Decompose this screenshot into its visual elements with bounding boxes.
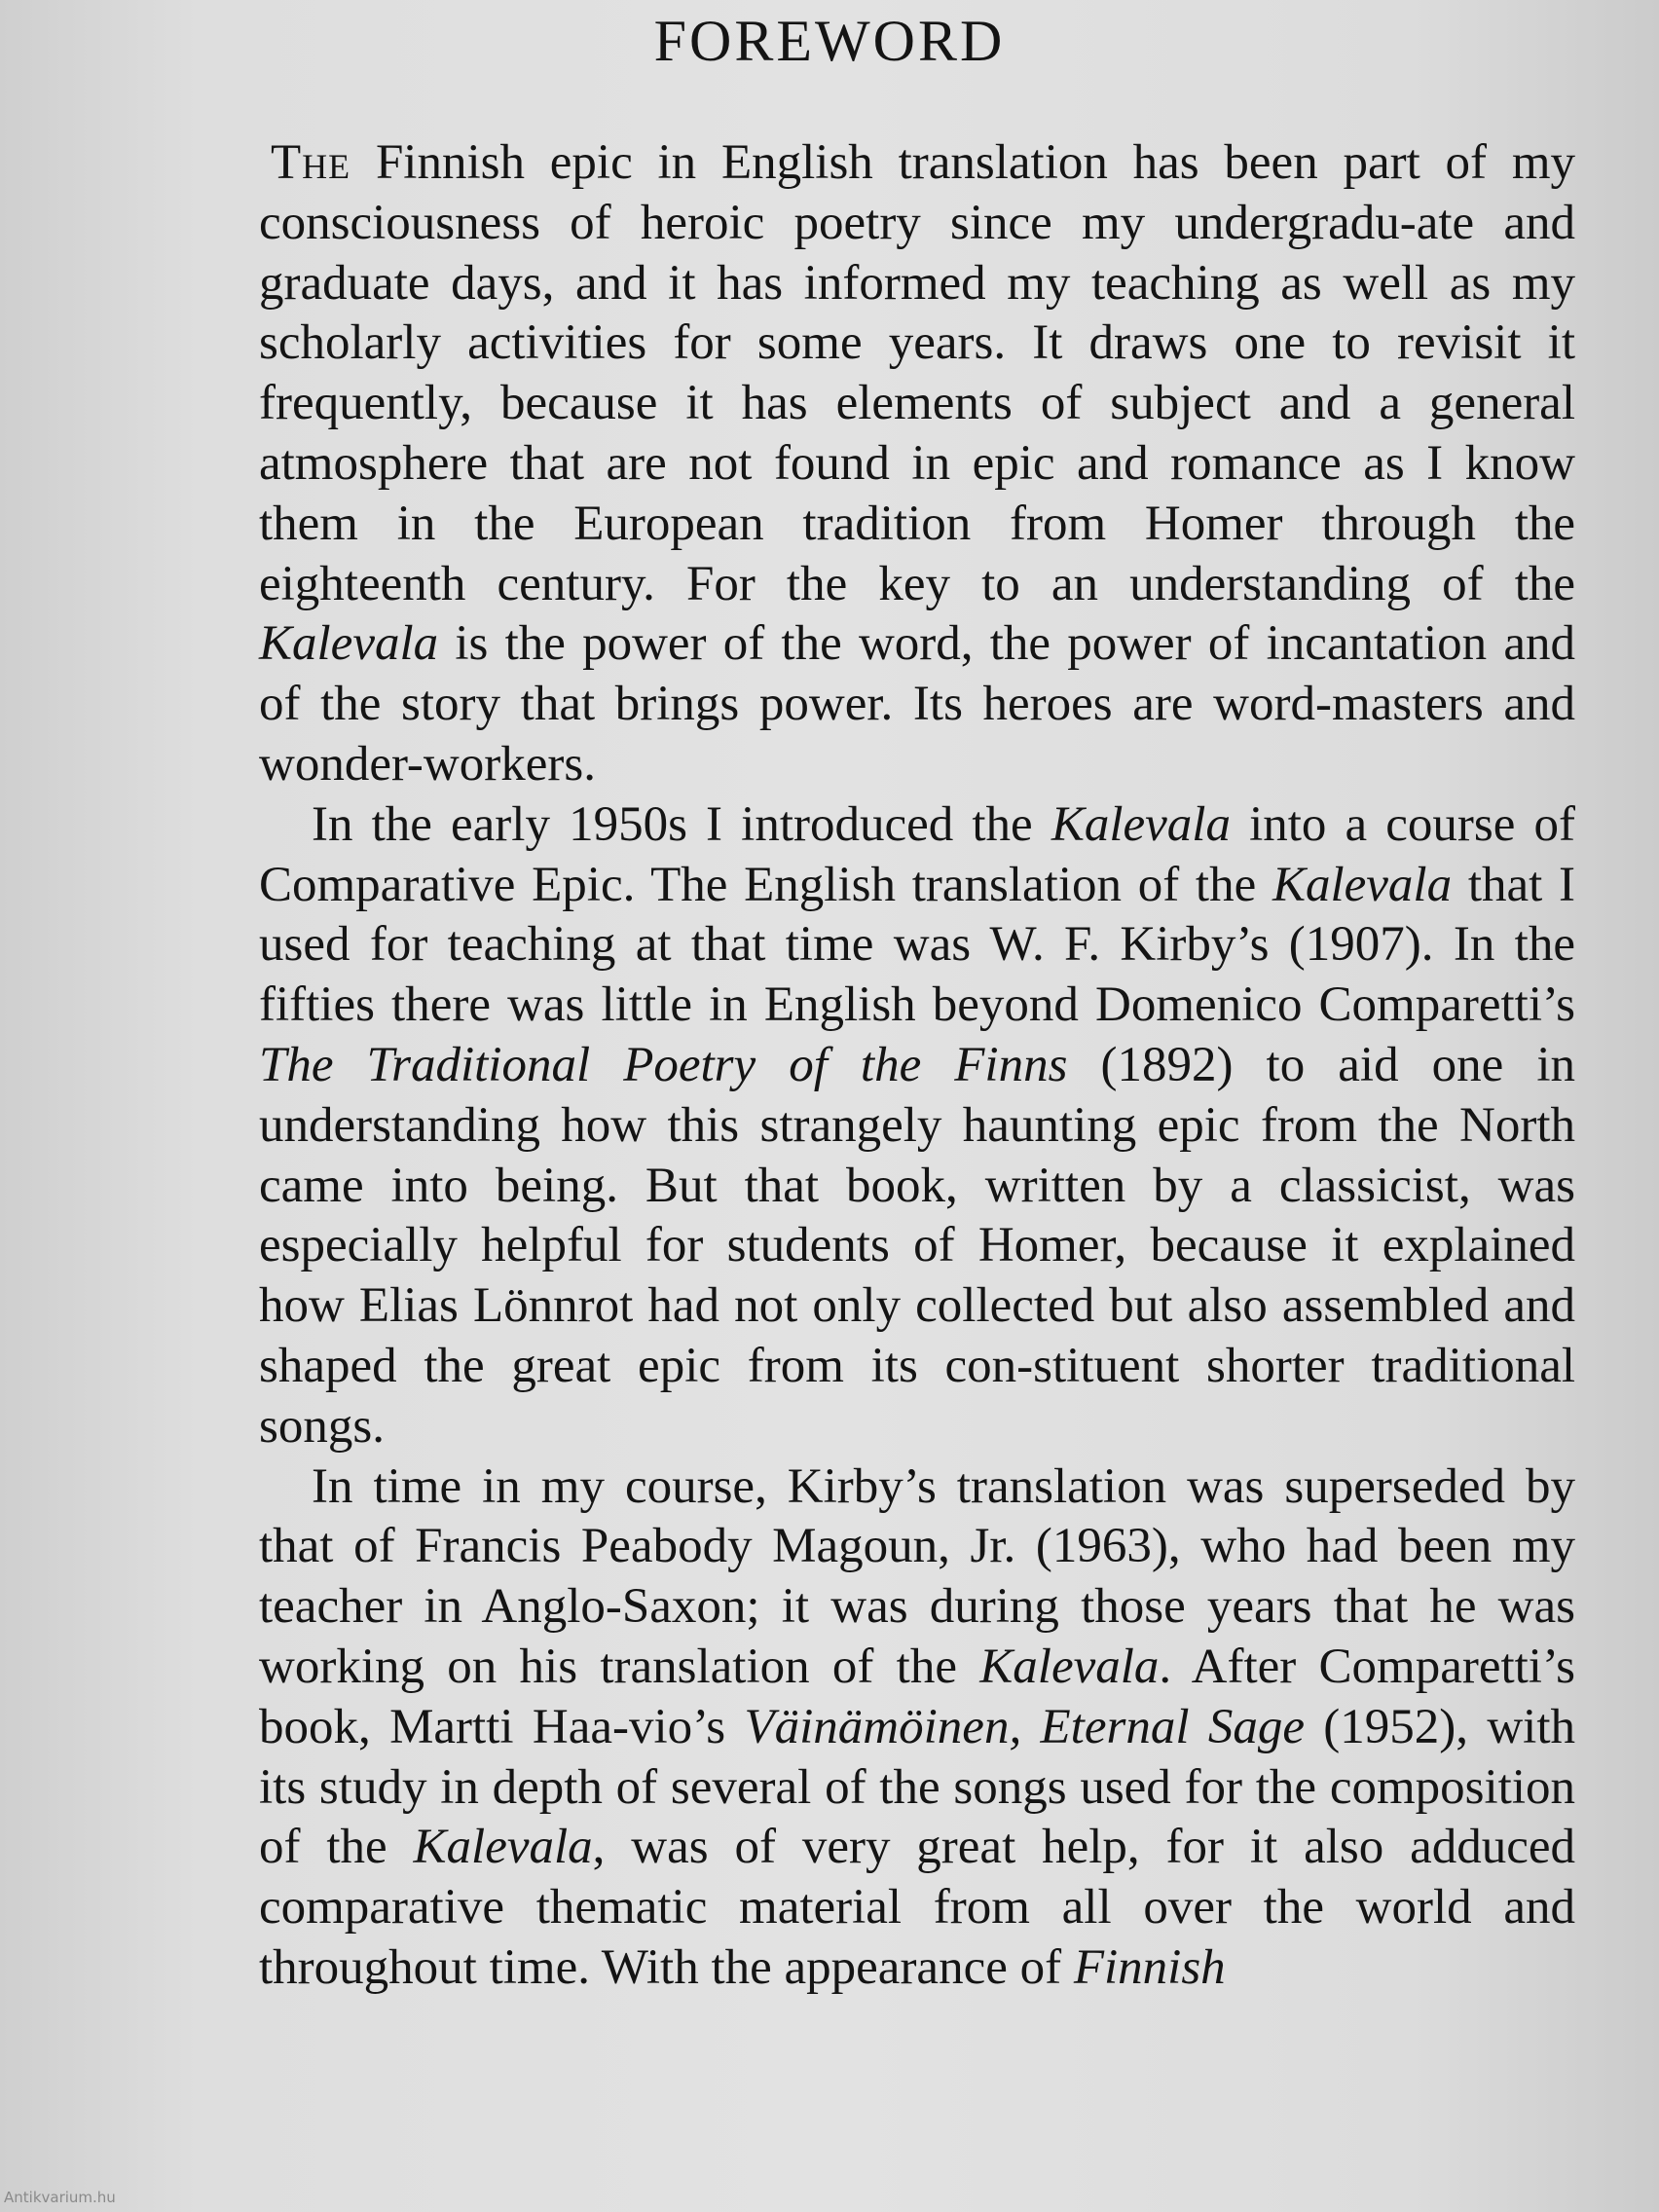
paragraph-3 (259, 1457, 1575, 1999)
text-segment: (1952), with its study in depth of several of the songs used for the composition of the (259, 1699, 1576, 1875)
paragraph-1 (259, 133, 1575, 795)
text-segment: that I used for teaching at that time was W. F. Kirby’s (1907). In the fifties there was little in English beyond Domenico Comparetti’s (259, 857, 1575, 1033)
italic-title: The Traditional Poetry of the Finns (259, 1037, 1068, 1092)
italic-title: Kalevala (1272, 857, 1453, 912)
italic-title: Kalevala (979, 1639, 1160, 1694)
text-segment: into a course of Comparative Epic. The English translation of the (259, 796, 1576, 912)
italic-title: Finnish (1073, 1939, 1226, 1995)
italic-title: Kalevala (413, 1820, 593, 1875)
body-text (259, 133, 1575, 1999)
text-segment: is the power of the word, the power of incantation and of the story that brings power. Its heroes are word-masters and wonder-workers. (259, 616, 1575, 792)
opening-words: The (271, 135, 351, 190)
page-title: FOREWORD (653, 9, 1006, 73)
text-segment: In the early 1950s I introduced the (312, 796, 1051, 852)
text-segment: In time in my course, Kirby’s translation was superseded by that of Francis Peabody Magoun, Jr. (1963), who had been my teacher in Anglo-Saxon; it was during those years that he was working on his translation of the (259, 1458, 1575, 1694)
italic-title: Kalevala (1051, 796, 1231, 852)
text-segment: . After Comparetti’s book, Martti Haa-vio’s (259, 1639, 1575, 1754)
text-segment: , was of very great help, for it also adduced comparative thematic material from all over the world and throughout time. With the appearance of (259, 1820, 1575, 1995)
text-segment: Finnish epic in English translation has been part of my consciousness of heroic poetry since my undergradu-ate and graduate days, and it has informed my teaching as well as my scholarly activities for some years. It draws one to revisit it frequently, because it has elements of subject and a general atmosphere that are not found in epic and romance as I know them in the European tradition from Homer through the eighteenth century. For the key to an understanding of the (259, 135, 1575, 611)
italic-title: Väinämöinen, Eternal Sage (744, 1699, 1305, 1754)
text-segment: (1892) to aid one in understanding how this strangely haunting epic from the North came into being. But that book, written by a classicist, was especially helpful for students of Homer, because it explained how Elias Lönnrot had not only collected but also assembled and shaped the great epic from its con-stituent shorter traditional songs. (259, 1037, 1575, 1454)
italic-title: Kalevala (259, 616, 439, 672)
watermark: Antikvarium.hu (4, 2189, 116, 2206)
paragraph-2 (259, 795, 1575, 1457)
